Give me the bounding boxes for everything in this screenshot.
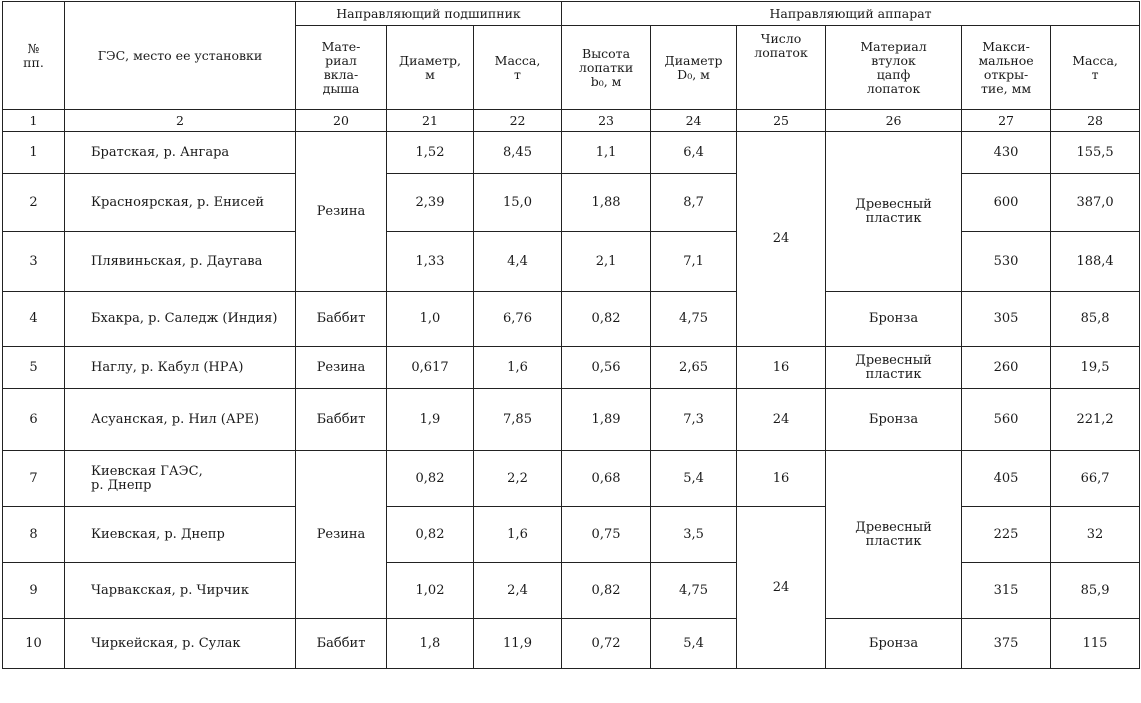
- bearing-mass: 6,76: [474, 292, 562, 347]
- apparatus-mass: 19,5: [1051, 347, 1140, 389]
- table-row: [3, 619, 1140, 669]
- bushing-material: Бронза: [826, 619, 962, 669]
- header-group-bearing: Направляющий подшипник: [296, 2, 562, 26]
- bearing-diameter: 1,0: [387, 292, 474, 347]
- table-row: [3, 174, 1140, 232]
- row-number: 1: [3, 132, 65, 174]
- blade-height: 0,75: [562, 507, 651, 563]
- plant-name: Киевская ГАЭС, р. Днепр: [65, 451, 296, 507]
- bearing-mass: 15,0: [474, 174, 562, 232]
- column-number: 20: [296, 110, 387, 132]
- bearing-mass: 8,45: [474, 132, 562, 174]
- bearing-mass: 1,6: [474, 507, 562, 563]
- max-opening: 430: [962, 132, 1051, 174]
- plant-name: Наглу, р. Кабул (НРА): [65, 347, 296, 389]
- table-row: [3, 292, 1140, 347]
- bearing-mass: 2,2: [474, 451, 562, 507]
- liner-material: Резина: [296, 132, 387, 292]
- bearing-diameter: 0,617: [387, 347, 474, 389]
- bearing-diameter: 0,82: [387, 507, 474, 563]
- apparatus-mass: 85,9: [1051, 563, 1140, 619]
- plant-name: Плявиньская, р. Даугава: [65, 232, 296, 292]
- apparatus-diameter: 3,5: [651, 507, 737, 563]
- header-blade-count: Число лопаток: [737, 26, 826, 110]
- row-number: 2: [3, 174, 65, 232]
- table-row: [3, 451, 1140, 507]
- liner-material: Резина: [296, 451, 387, 619]
- apparatus-diameter: 4,75: [651, 563, 737, 619]
- bushing-material: Древесный пластик: [826, 451, 962, 619]
- apparatus-mass: 155,5: [1051, 132, 1140, 174]
- blade-count: 16: [737, 347, 826, 389]
- max-opening: 375: [962, 619, 1051, 669]
- apparatus-diameter: 4,75: [651, 292, 737, 347]
- bearing-diameter: 1,8: [387, 619, 474, 669]
- max-opening: 600: [962, 174, 1051, 232]
- apparatus-mass: 221,2: [1051, 389, 1140, 451]
- liner-material: Баббит: [296, 389, 387, 451]
- table-row: [3, 132, 1140, 174]
- apparatus-mass: 387,0: [1051, 174, 1140, 232]
- apparatus-diameter: 7,1: [651, 232, 737, 292]
- max-opening: 260: [962, 347, 1051, 389]
- apparatus-diameter: 2,65: [651, 347, 737, 389]
- column-number: 1: [3, 110, 65, 132]
- column-number: 21: [387, 110, 474, 132]
- header-max-opening: Макси- мальное откры- тие, мм: [962, 26, 1051, 110]
- bearing-mass: 11,9: [474, 619, 562, 669]
- apparatus-diameter: 5,4: [651, 451, 737, 507]
- row-number: 8: [3, 507, 65, 563]
- table-row: [3, 232, 1140, 292]
- apparatus-diameter: 5,4: [651, 619, 737, 669]
- row-number: 6: [3, 389, 65, 451]
- blade-count: 24: [737, 132, 826, 347]
- max-opening: 225: [962, 507, 1051, 563]
- bearing-mass: 4,4: [474, 232, 562, 292]
- blade-height: 2,1: [562, 232, 651, 292]
- apparatus-mass: 85,8: [1051, 292, 1140, 347]
- max-opening: 560: [962, 389, 1051, 451]
- bushing-material: Бронза: [826, 292, 962, 347]
- header-apparatus-diameter: Диаметр D₀, м: [651, 26, 737, 110]
- column-number-row: [3, 110, 1140, 132]
- plant-name: Братская, р. Ангара: [65, 132, 296, 174]
- header-apparatus-mass: Масса, т: [1051, 26, 1140, 110]
- liner-material: Баббит: [296, 619, 387, 669]
- max-opening: 305: [962, 292, 1051, 347]
- bearing-diameter: 2,39: [387, 174, 474, 232]
- column-number: 2: [65, 110, 296, 132]
- blade-height: 0,82: [562, 563, 651, 619]
- bushing-material: Древесный пластик: [826, 347, 962, 389]
- row-number: 3: [3, 232, 65, 292]
- apparatus-diameter: 7,3: [651, 389, 737, 451]
- blade-height: 1,1: [562, 132, 651, 174]
- blade-height: 1,89: [562, 389, 651, 451]
- apparatus-mass: 66,7: [1051, 451, 1140, 507]
- table-row: [3, 563, 1140, 619]
- max-opening: 315: [962, 563, 1051, 619]
- column-number: 23: [562, 110, 651, 132]
- apparatus-mass: 32: [1051, 507, 1140, 563]
- row-number: 9: [3, 563, 65, 619]
- plant-name: Киевская, р. Днепр: [65, 507, 296, 563]
- header-bearing-mass: Масса, т: [474, 26, 562, 110]
- blade-count: 24: [737, 389, 826, 451]
- plant-name: Красноярская, р. Енисей: [65, 174, 296, 232]
- column-number: 24: [651, 110, 737, 132]
- apparatus-diameter: 8,7: [651, 174, 737, 232]
- column-number: 25: [737, 110, 826, 132]
- blade-height: 0,68: [562, 451, 651, 507]
- bearing-mass: 7,85: [474, 389, 562, 451]
- column-number: 22: [474, 110, 562, 132]
- column-number: 27: [962, 110, 1051, 132]
- header-blade-height: Высота лопатки b₀, м: [562, 26, 651, 110]
- plant-name: Чарвакская, р. Чирчик: [65, 563, 296, 619]
- column-number: 26: [826, 110, 962, 132]
- bushing-material: Бронза: [826, 389, 962, 451]
- hydro-turbine-table: [2, 1, 1140, 669]
- bushing-material: Древесный пластик: [826, 132, 962, 292]
- bearing-mass: 1,6: [474, 347, 562, 389]
- liner-material: Баббит: [296, 292, 387, 347]
- header-liner-material: Мате- риал вкла- дыша: [296, 26, 387, 110]
- bearing-diameter: 1,02: [387, 563, 474, 619]
- column-number: 28: [1051, 110, 1140, 132]
- table-row: [3, 389, 1140, 451]
- blade-height: 0,56: [562, 347, 651, 389]
- bearing-diameter: 1,52: [387, 132, 474, 174]
- plant-name: Асуанская, р. Нил (АРЕ): [65, 389, 296, 451]
- table-row: [3, 347, 1140, 389]
- row-number: 4: [3, 292, 65, 347]
- blade-count: 16: [737, 451, 826, 507]
- bearing-diameter: 1,33: [387, 232, 474, 292]
- bearing-mass: 2,4: [474, 563, 562, 619]
- header-number: № пп.: [3, 2, 65, 110]
- liner-material: Резина: [296, 347, 387, 389]
- blade-height: 1,88: [562, 174, 651, 232]
- row-number: 5: [3, 347, 65, 389]
- header-bearing-diameter: Диаметр, м: [387, 26, 474, 110]
- apparatus-diameter: 6,4: [651, 132, 737, 174]
- apparatus-mass: 115: [1051, 619, 1140, 669]
- table-row: [3, 507, 1140, 563]
- plant-name: Чиркейская, р. Сулак: [65, 619, 296, 669]
- row-number: 10: [3, 619, 65, 669]
- blade-height: 0,72: [562, 619, 651, 669]
- header-group-apparatus: Направляющий аппарат: [562, 2, 1140, 26]
- plant-name: Бхакра, р. Саледж (Индия): [65, 292, 296, 347]
- header-plant: ГЭС, место ее установки: [65, 2, 296, 110]
- row-number: 7: [3, 451, 65, 507]
- apparatus-mass: 188,4: [1051, 232, 1140, 292]
- bearing-diameter: 0,82: [387, 451, 474, 507]
- blade-count: 24: [737, 507, 826, 669]
- header-bushing-material: Материал втулок цапф лопаток: [826, 26, 962, 110]
- blade-height: 0,82: [562, 292, 651, 347]
- max-opening: 530: [962, 232, 1051, 292]
- max-opening: 405: [962, 451, 1051, 507]
- bearing-diameter: 1,9: [387, 389, 474, 451]
